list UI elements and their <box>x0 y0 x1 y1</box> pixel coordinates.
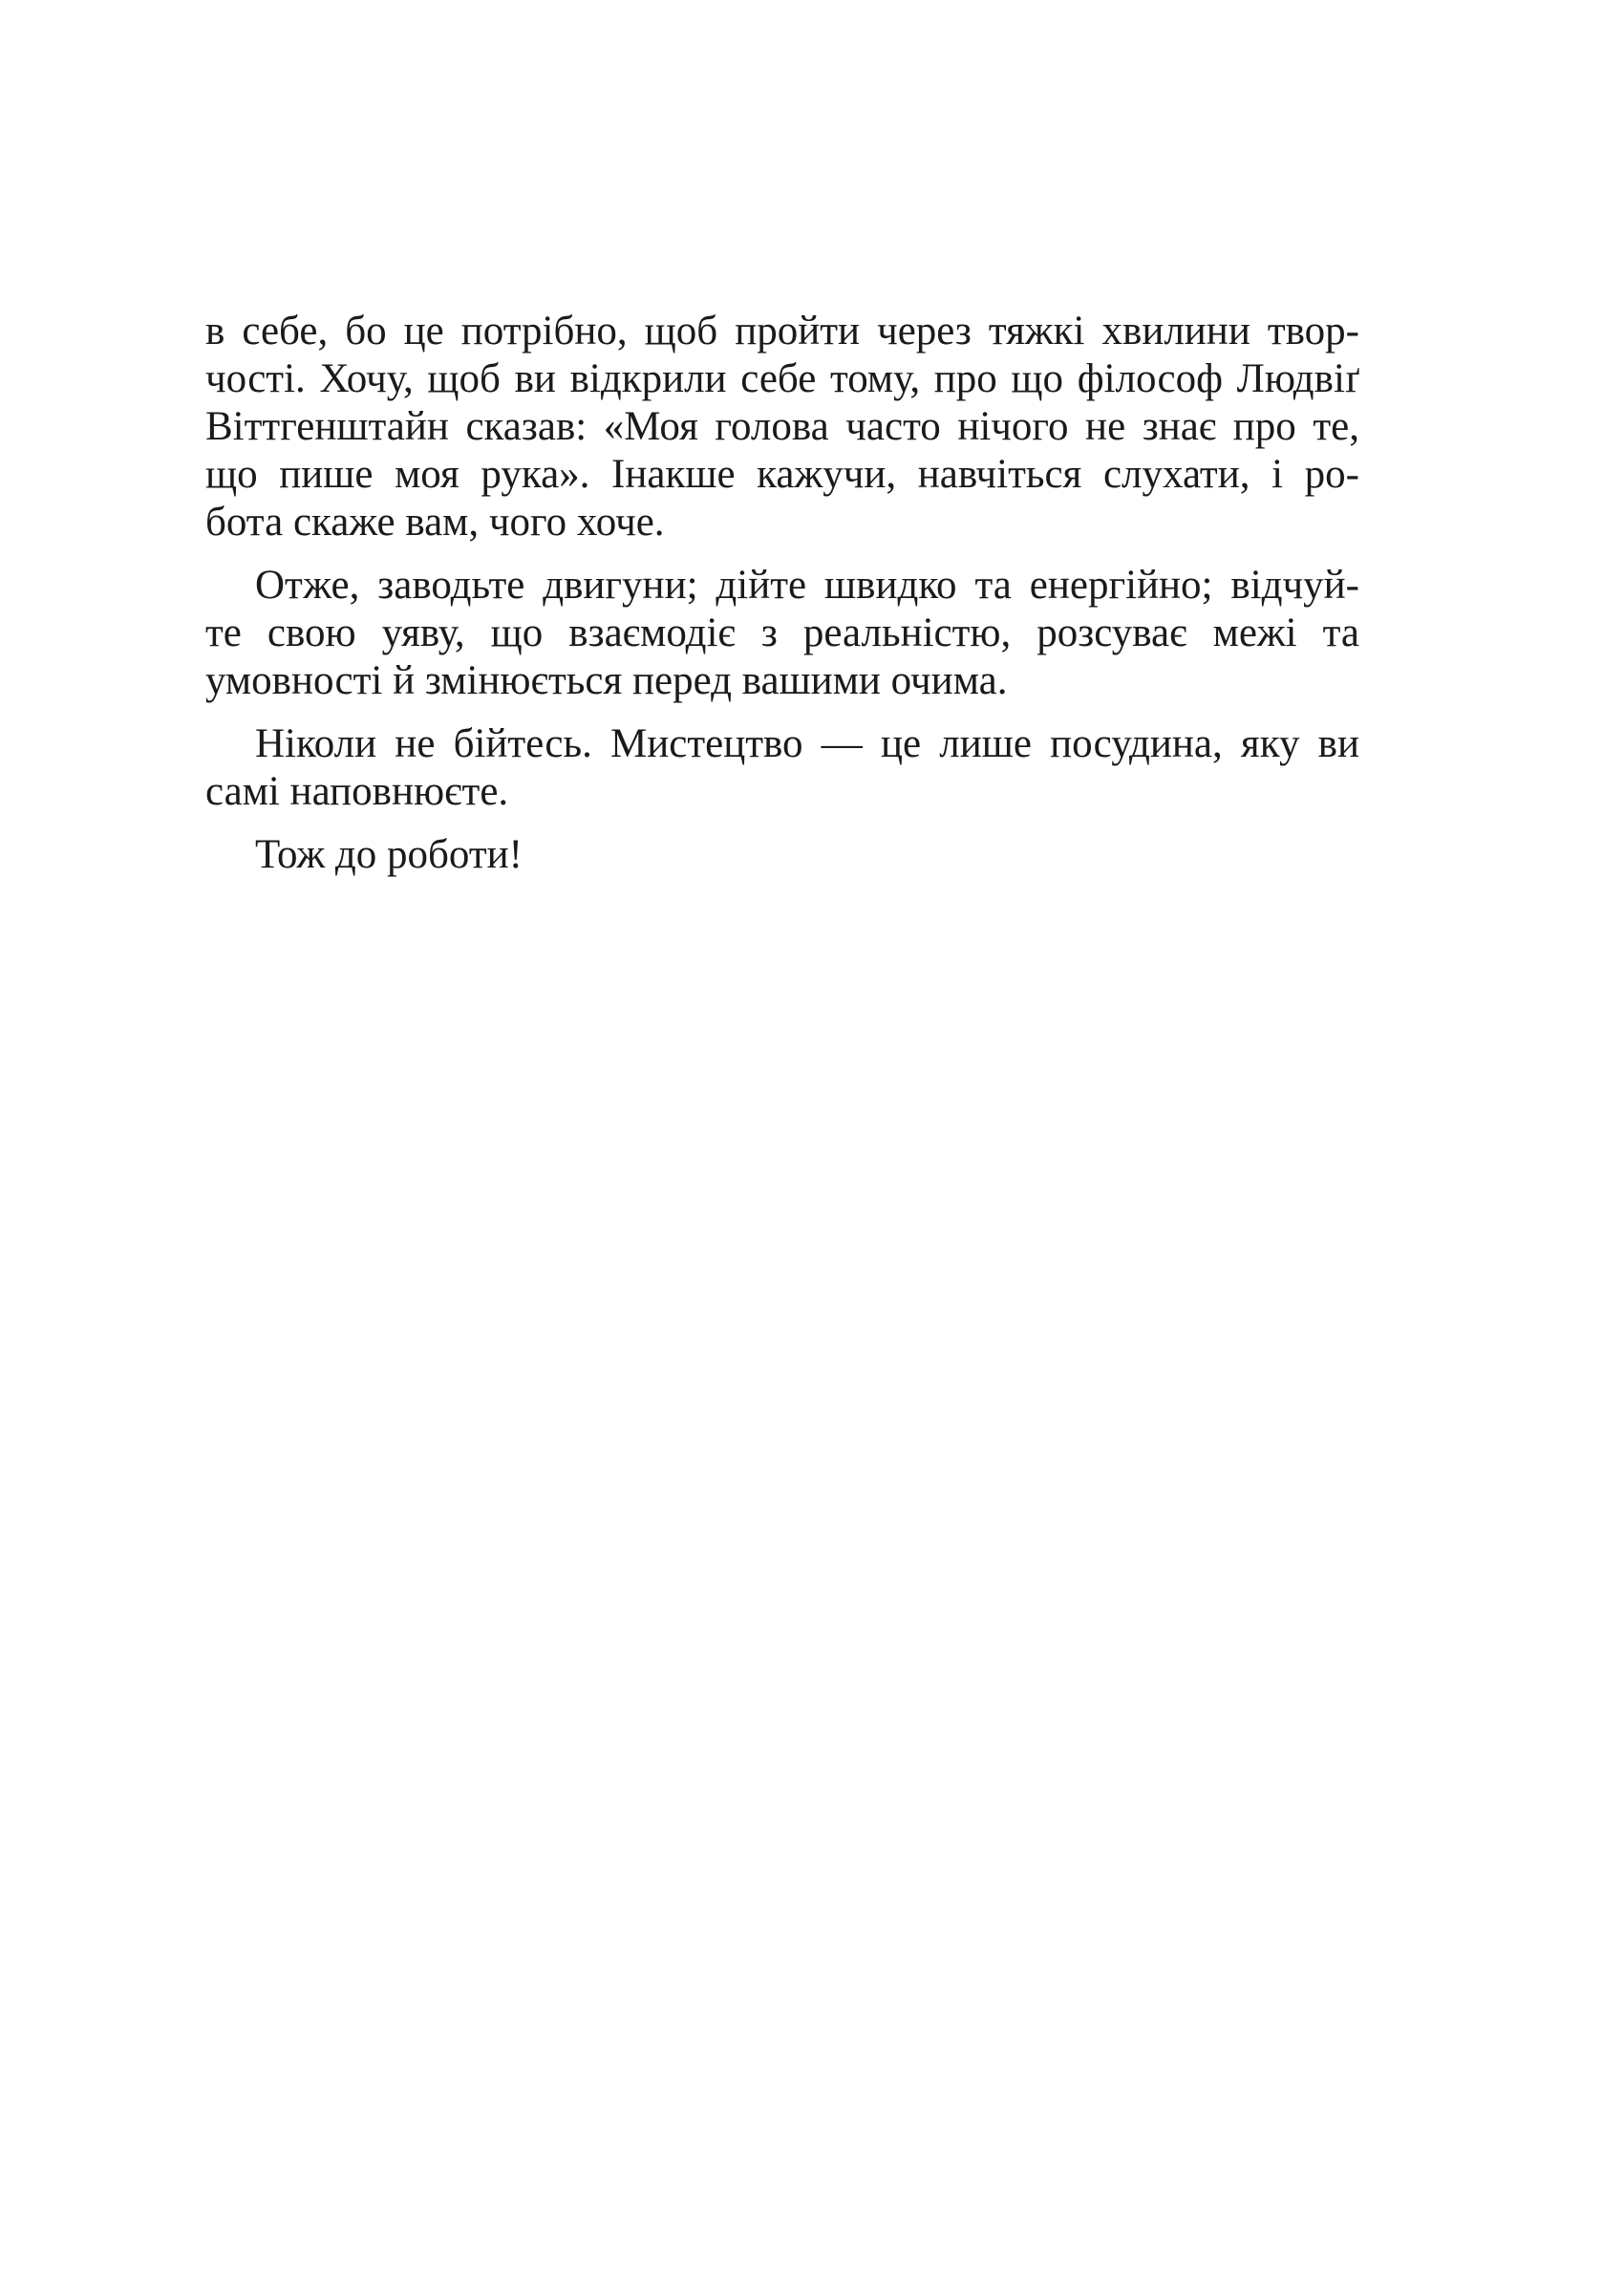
text-line: бота скаже вам, чого хоче. <box>205 500 665 545</box>
text-line: Віттгенштайн сказав: «Моя голова часто нічого не знає про те, <box>205 404 1359 449</box>
text-line: Тож до роботи! <box>255 832 523 877</box>
paragraph <box>205 720 1359 816</box>
paragraph <box>205 831 1359 879</box>
text-line: самі наповнюєте. <box>205 769 509 814</box>
text-line: умовності й змінюється перед вашими очима. <box>205 658 1008 703</box>
body-text <box>205 308 1359 879</box>
paragraph <box>205 308 1359 546</box>
paragraph <box>205 562 1359 705</box>
text-line: чості. Хочу, щоб ви відкрили себе тому, про що філософ Людвіґ <box>205 356 1359 401</box>
text-line: те свою уяву, що взаємодіє з реальністю, розсуває межі та <box>205 611 1359 655</box>
text-line: в себе, бо це потрібно, щоб пройти через тяжкі хвилини твор- <box>205 309 1359 354</box>
text-line: що пише моя рука». Інакше кажучи, навчіться слухати, і ро- <box>205 452 1359 497</box>
text-line: Отже, заводьте двигуни; дійте швидко та енергійно; відчуй- <box>255 563 1359 608</box>
text-line: Ніколи не бійтесь. Мистецтво — це лише посудина, яку ви <box>255 721 1359 766</box>
